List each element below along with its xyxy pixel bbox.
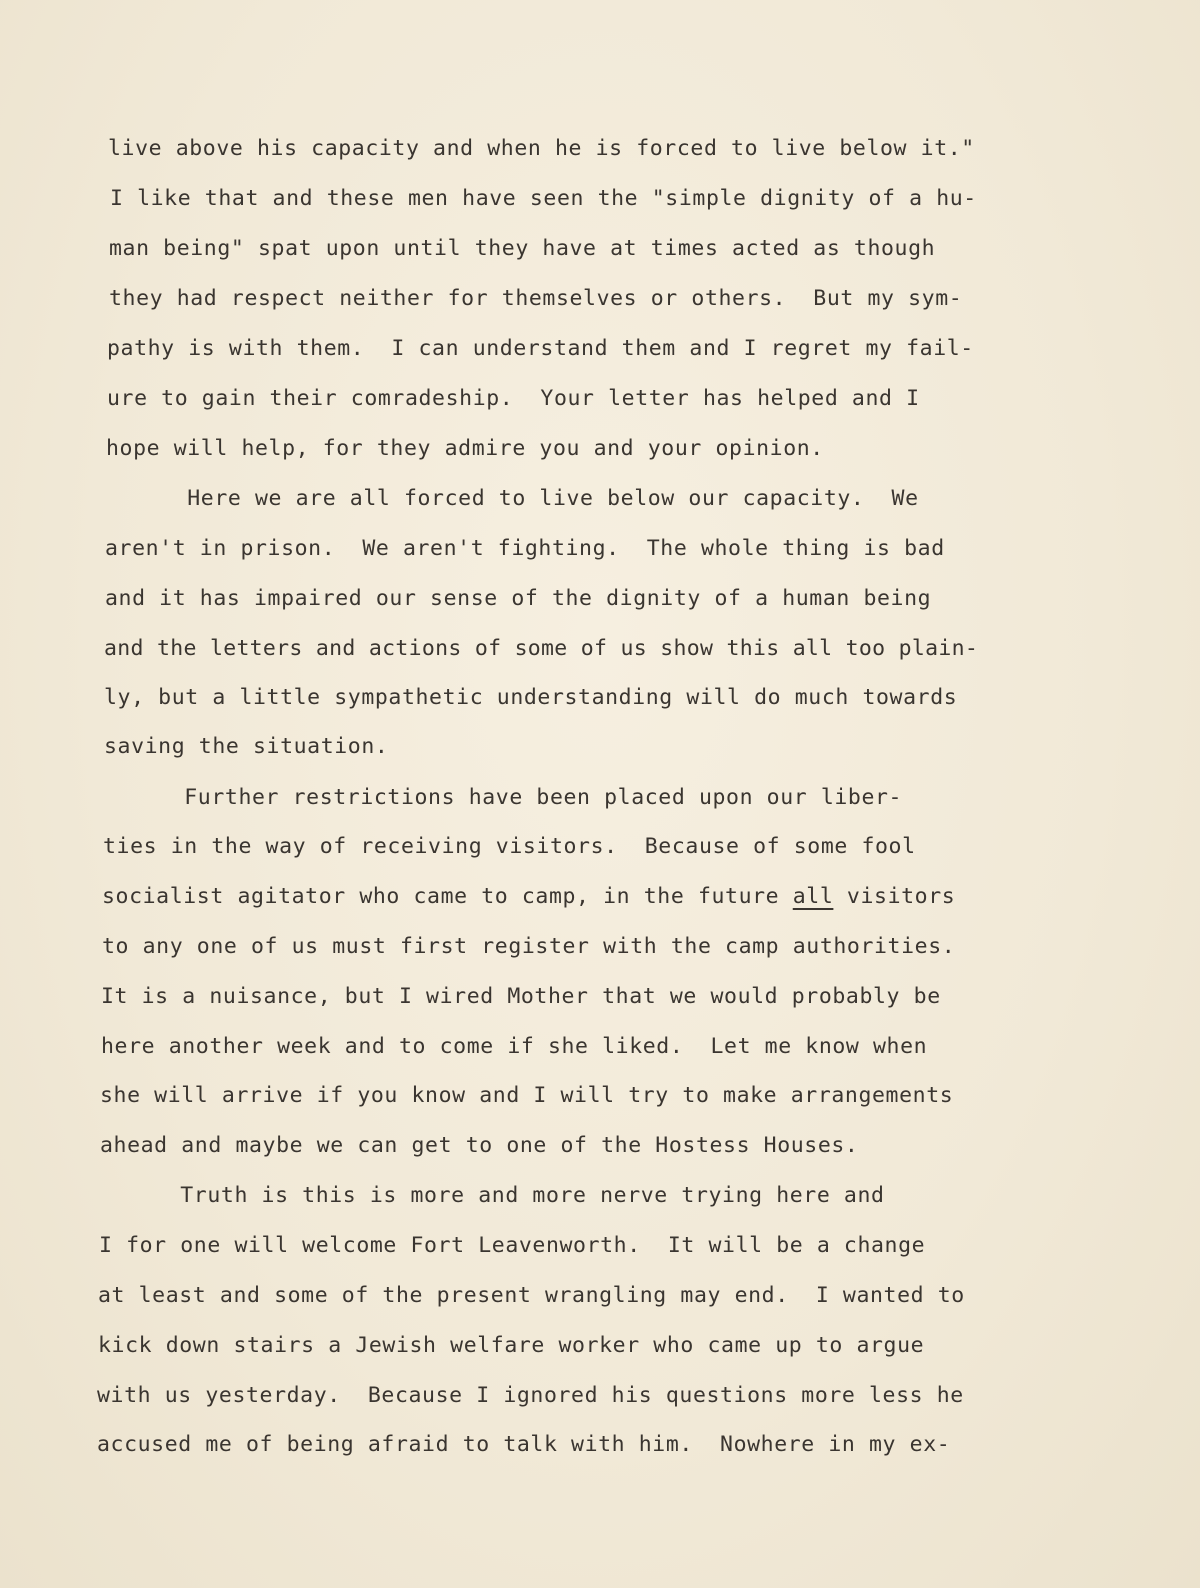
text-line-10: and it has impaired our sense of the dignity of a human being bbox=[105, 586, 932, 611]
text-line-6: ure to gain their comradeship. Your letter has helped and I bbox=[107, 386, 920, 411]
text-line-15: ties in the way of receiving visitors. Because of some fool bbox=[103, 834, 916, 859]
text-line-16-end: visitors bbox=[833, 884, 956, 909]
text-line-13: saving the situation. bbox=[104, 734, 389, 759]
text-line-20: she will arrive if you know and I will try to make arrangements bbox=[100, 1083, 954, 1108]
text-line-7: hope will help, for they admire you and your opinion. bbox=[106, 436, 824, 461]
text-line-2: I like that and these men have seen the "simple dignity of a hu- bbox=[110, 186, 977, 211]
text-line-16-start: socialist agitator who came to camp, in the future bbox=[102, 884, 793, 909]
text-line-8: Here we are all forced to live below our capacity. We bbox=[106, 486, 919, 511]
text-line-12: ly, but a little sympathetic understanding will do much towards bbox=[104, 685, 958, 710]
text-line-18: It is a nuisance, but I wired Mother that we would probably be bbox=[101, 984, 941, 1009]
text-line-23: I for one will welcome Fort Leavenworth. It will be a change bbox=[99, 1233, 926, 1258]
text-line-5: pathy is with them. I can understand them and I regret my fail- bbox=[107, 336, 974, 361]
text-line-24: at least and some of the present wrangling may end. I wanted to bbox=[98, 1283, 965, 1308]
text-line-3: man being" spat upon until they have at times acted as though bbox=[109, 236, 936, 261]
text-line-25: kick down stairs a Jewish welfare worker who came up to argue bbox=[98, 1333, 925, 1358]
text-line-11: and the letters and actions of some of us show this all too plain- bbox=[104, 636, 979, 661]
underlined-word: all bbox=[792, 884, 834, 909]
text-line-22: Truth is this is more and more nerve trying here and bbox=[99, 1183, 885, 1208]
text-line-4: they had respect neither for themselves or others. But my sym- bbox=[109, 286, 963, 311]
text-line-27: accused me of being afraid to talk with him. Nowhere in my ex- bbox=[97, 1432, 951, 1457]
text-line-19: here another week and to come if she liked. Let me know when bbox=[101, 1034, 928, 1059]
text-line-14: Further restrictions have been placed upon our liber- bbox=[103, 785, 903, 810]
text-line-9: aren't in prison. We aren't fighting. The whole thing is bad bbox=[105, 536, 945, 561]
text-line-26: with us yesterday. Because I ignored his questions more less he bbox=[97, 1383, 964, 1408]
text-line-16 bbox=[102, 884, 955, 910]
text-line-21: ahead and maybe we can get to one of the Hostess Houses. bbox=[100, 1133, 859, 1158]
text-line-1: live above his capacity and when he is forced to live below it." bbox=[108, 136, 975, 161]
text-line-17: to any one of us must first register with the camp authorities. bbox=[102, 934, 956, 959]
